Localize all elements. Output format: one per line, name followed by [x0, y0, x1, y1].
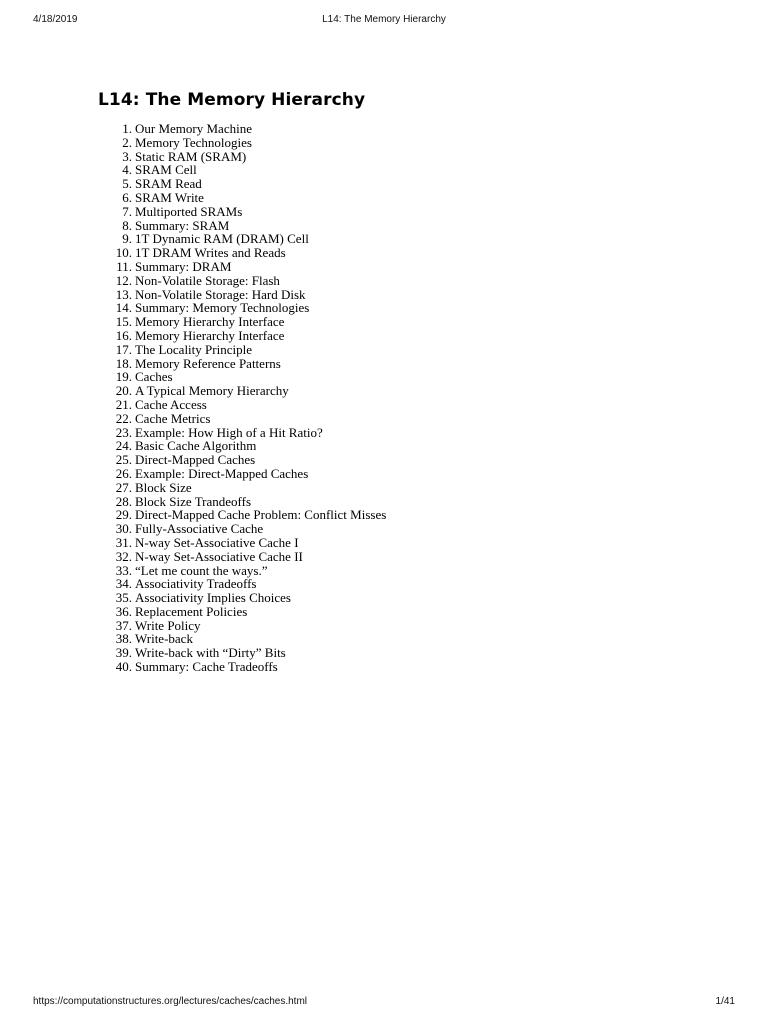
toc-link[interactable]: Basic Cache Algorithm: [135, 438, 257, 454]
list-item: [115, 300, 695, 316]
list-item-number: 37.: [115, 617, 132, 633]
list-item: [115, 452, 695, 468]
list-item-number: 1.: [122, 121, 132, 136]
list-item: [115, 327, 695, 343]
list-item: [122, 162, 695, 178]
list-item: [115, 534, 695, 550]
list-item-number: 16.: [115, 327, 132, 343]
list-item: [115, 576, 695, 592]
list-item: [122, 203, 695, 219]
toc-link[interactable]: Non-Volatile Storage: Flash: [135, 272, 280, 288]
list-item: [115, 438, 695, 454]
list-item-number: 30.: [115, 521, 132, 537]
list-item-number: 11.: [116, 258, 132, 274]
list-item: [122, 148, 695, 164]
list-item: [115, 493, 695, 509]
toc-link[interactable]: Our Memory Machine: [135, 121, 252, 136]
toc-link[interactable]: A Typical Memory Hierarchy: [135, 383, 289, 399]
list-item-number: 22.: [115, 410, 132, 426]
list-item: [115, 659, 695, 675]
toc-link[interactable]: N-way Set-Associative Cache II: [135, 548, 303, 564]
print-footer: [0, 994, 768, 1010]
toc-link[interactable]: Example: Direct-Mapped Caches: [135, 465, 309, 481]
toc-link[interactable]: Direct-Mapped Cache Problem: Conflict Misses: [135, 507, 387, 523]
list-item-number: 33.: [115, 562, 132, 578]
list-item-number: 35.: [115, 590, 132, 606]
page-title: L14: The Memory Hierarchy: [98, 90, 366, 110]
list-item-number: 20.: [115, 383, 132, 399]
toc-link[interactable]: SRAM Read: [135, 176, 202, 192]
list-item: [115, 479, 695, 495]
toc-link[interactable]: SRAM Cell: [135, 162, 197, 178]
toc-link[interactable]: Static RAM (SRAM): [135, 148, 247, 164]
toc-link[interactable]: Cache Metrics: [135, 410, 211, 426]
table-of-contents: [115, 121, 695, 675]
list-item: [115, 631, 695, 647]
list-item-number: 14.: [115, 300, 132, 316]
toc-link[interactable]: Write-back: [135, 631, 193, 647]
list-item-number: 9.: [122, 231, 132, 247]
toc-link[interactable]: “Let me count the ways.”: [135, 562, 268, 578]
list-item-number: 18.: [115, 355, 132, 371]
toc-link[interactable]: Block Size: [135, 479, 192, 495]
list-item-number: 5.: [122, 176, 132, 192]
list-item-number: 23.: [115, 424, 132, 440]
toc-link[interactable]: Summary: Cache Tradeoffs: [135, 659, 278, 675]
list-item-number: 15.: [115, 314, 132, 330]
toc-link[interactable]: The Locality Principle: [135, 341, 252, 357]
list-item-number: 21.: [115, 396, 132, 412]
list-item-number: 25.: [115, 452, 132, 468]
list-item: [115, 424, 695, 440]
list-item-number: 19.: [115, 369, 132, 385]
list-item: [115, 341, 695, 357]
toc-link[interactable]: Memory Hierarchy Interface: [135, 314, 285, 330]
list-item: [122, 134, 695, 150]
toc-link[interactable]: Associativity Tradeoffs: [135, 576, 257, 592]
list-item: [122, 189, 695, 205]
list-item-number: 24.: [115, 438, 132, 454]
list-item: [115, 245, 695, 261]
list-item-number: 13.: [115, 286, 132, 302]
list-item: [115, 369, 695, 385]
list-item-number: 12.: [115, 272, 132, 288]
toc-link[interactable]: Fully-Associative Cache: [135, 521, 264, 537]
list-item-number: 6.: [122, 189, 132, 205]
list-item: [115, 383, 695, 399]
print-header: [0, 12, 768, 28]
toc-link[interactable]: Caches: [135, 369, 173, 385]
list-item-number: 26.: [115, 465, 132, 481]
list-item: [115, 562, 695, 578]
list-item: [115, 590, 695, 606]
page-url: https://computationstructures.org/lectures/caches/caches.html: [33, 996, 308, 1007]
toc-link[interactable]: N-way Set-Associative Cache I: [135, 534, 299, 550]
list-item-number: 4.: [122, 162, 132, 178]
print-header-date: 4/18/2019: [33, 14, 78, 25]
toc-link[interactable]: Block Size Trandeoffs: [135, 493, 252, 509]
list-item-number: 7.: [122, 203, 132, 219]
list-item-number: 8.: [122, 217, 132, 233]
toc-link[interactable]: Summary: SRAM: [135, 217, 230, 233]
page-number: 1/41: [715, 996, 735, 1007]
toc-link[interactable]: Memory Reference Patterns: [135, 355, 281, 371]
list-item: [115, 465, 695, 481]
list-item: [122, 176, 695, 192]
list-item: [115, 355, 695, 371]
list-item: [115, 272, 695, 288]
toc-link[interactable]: Write Policy: [135, 617, 201, 633]
toc-link[interactable]: Cache Access: [135, 396, 207, 412]
list-item: [116, 258, 695, 274]
print-header-title: L14: The Memory Hierarchy: [322, 14, 446, 25]
list-item-number: 36.: [115, 603, 132, 619]
list-item: [115, 617, 695, 633]
list-item: [122, 231, 695, 247]
list-item-number: 31.: [115, 534, 132, 550]
toc-link[interactable]: Associativity Implies Choices: [135, 590, 291, 606]
list-item-number: 28.: [115, 493, 132, 509]
list-item-number: 3.: [122, 148, 132, 164]
list-item: [115, 521, 695, 537]
toc-link[interactable]: SRAM Write: [135, 189, 204, 205]
toc-link[interactable]: 1T DRAM Writes and Reads: [135, 245, 286, 261]
toc-link[interactable]: Multiported SRAMs: [135, 203, 243, 219]
list-item-number: 32.: [115, 548, 132, 564]
toc-link[interactable]: Write-back with “Dirty” Bits: [135, 645, 286, 661]
list-item-number: 29.: [115, 507, 132, 523]
list-item-number: 34.: [115, 576, 132, 592]
toc-link[interactable]: Memory Hierarchy Interface: [135, 327, 285, 343]
toc-link[interactable]: Example: How High of a Hit Ratio?: [135, 424, 323, 440]
list-item-number: 10.: [115, 245, 132, 261]
list-item: [115, 396, 695, 412]
toc-link[interactable]: Summary: DRAM: [135, 258, 232, 274]
list-item: [115, 286, 695, 302]
toc-link[interactable]: Summary: Memory Technologies: [135, 300, 310, 316]
list-item-number: 27.: [115, 479, 132, 495]
list-item-number: 40.: [115, 659, 132, 675]
list-item: [115, 645, 695, 661]
toc-link[interactable]: Replacement Policies: [135, 603, 248, 619]
list-item: [122, 121, 695, 136]
toc-link[interactable]: Non-Volatile Storage: Hard Disk: [135, 286, 306, 302]
list-item: [115, 603, 695, 619]
toc-link[interactable]: Direct-Mapped Caches: [135, 452, 256, 468]
list-item-number: 2.: [122, 134, 132, 150]
list-item: [115, 410, 695, 426]
list-item-number: 38.: [115, 631, 132, 647]
list-item: [115, 314, 695, 330]
toc-link[interactable]: 1T Dynamic RAM (DRAM) Cell: [135, 231, 309, 247]
list-item-number: 39.: [115, 645, 132, 661]
list-item: [122, 217, 695, 233]
list-item: [115, 548, 695, 564]
list-item-number: 17.: [115, 341, 132, 357]
toc-link[interactable]: Memory Technologies: [135, 134, 252, 150]
list-item: [115, 507, 695, 523]
